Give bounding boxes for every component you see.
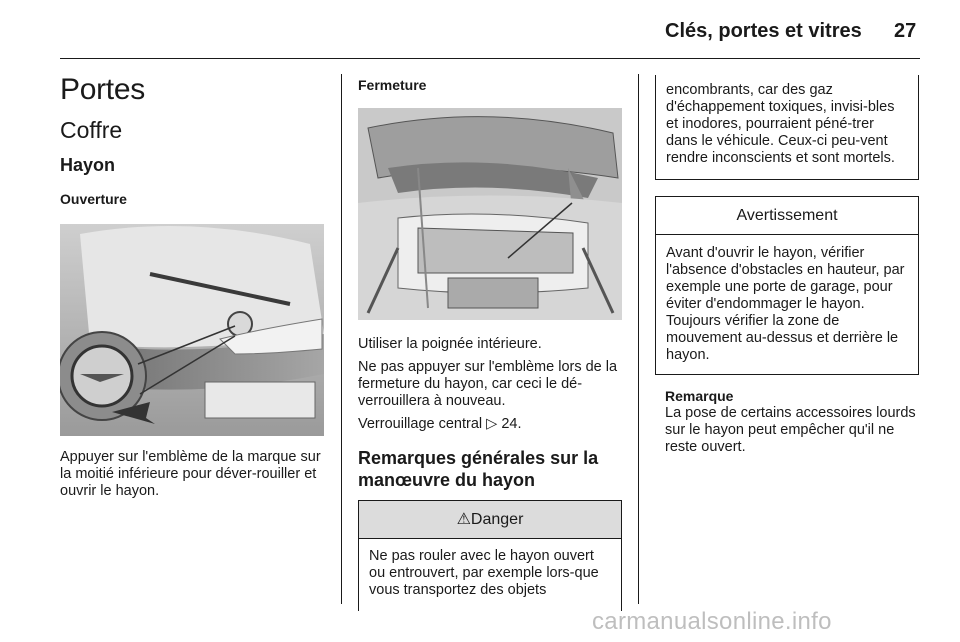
column-divider-1 bbox=[341, 74, 342, 604]
heading-coffre: Coffre bbox=[60, 117, 123, 143]
warning-box-text: Avant d'ouvrir le hayon, vérifier l'absence d'obstacles en hauteur, par exemple une porte de garage, pour éviter d'endommager le hayon. Toujours vérifier la zone de mouvement au-dessus et derrière le hayon. bbox=[666, 245, 905, 363]
danger-box-continued-text: encombrants, car des gaz d'échappement toxiques, invisi-bles et inodores, pourraient péné-trer dans le véhicule. Ceux-ci peu-vent rendre inconscients et sont mortels. bbox=[666, 82, 895, 166]
section-heading-general-remarks: Remarques générales sur la manœuvre du hayon bbox=[358, 448, 599, 490]
watermark: carmanualsonline.info bbox=[592, 608, 832, 635]
tailgate-closing-photo bbox=[358, 108, 622, 320]
heading-hayon: Hayon bbox=[60, 155, 116, 175]
warning-box bbox=[655, 196, 919, 375]
danger-box bbox=[358, 500, 622, 611]
column-1 bbox=[60, 72, 326, 500]
running-header-title: Clés, portes et vitres bbox=[665, 20, 862, 42]
danger-box-header bbox=[359, 501, 621, 539]
central-locking-page-ref[interactable]: 24. bbox=[501, 416, 522, 432]
closing-instruction-2: Ne pas appuyer sur l'emblème lors de la fermeture du hayon, car ceci le dé-verrouillera à nouveau. bbox=[358, 359, 618, 409]
opening-instructions: Appuyer sur l'emblème de la marque sur la moitié inférieure pour déver-rouiller et ouvrir le hayon. bbox=[60, 449, 321, 499]
danger-box-title: Danger bbox=[470, 511, 524, 528]
central-locking-reference bbox=[358, 416, 622, 433]
remark-heading: Remarque bbox=[665, 388, 734, 404]
column-3 bbox=[655, 72, 919, 456]
danger-box-continued bbox=[655, 75, 919, 180]
heading-fermeture: Fermeture bbox=[358, 77, 427, 93]
central-locking-text: Verrouillage central bbox=[358, 416, 487, 432]
remark-text: La pose de certains accessoires lourds sur le hayon peut empêcher qu'il ne reste ouvert. bbox=[665, 405, 916, 455]
heading-ouverture: Ouverture bbox=[60, 191, 127, 207]
warning-box-header: Avertissement bbox=[656, 197, 918, 235]
column-divider-2 bbox=[638, 74, 639, 604]
heading-portes: Portes bbox=[60, 73, 145, 106]
header-rule bbox=[60, 58, 920, 59]
column-2 bbox=[358, 72, 622, 611]
tailgate-opening-photo bbox=[60, 224, 324, 436]
reference-arrow-icon: ▷ bbox=[486, 416, 498, 432]
page-number: 27 bbox=[894, 20, 917, 42]
closing-instruction-1: Utiliser la poignée intérieure. bbox=[358, 336, 542, 352]
warning-triangle-icon: ⚠ bbox=[456, 511, 471, 528]
danger-box-text: Ne pas rouler avec le hayon ouvert ou entrouvert, par exemple lors-que vous transportez des objets bbox=[369, 548, 599, 598]
